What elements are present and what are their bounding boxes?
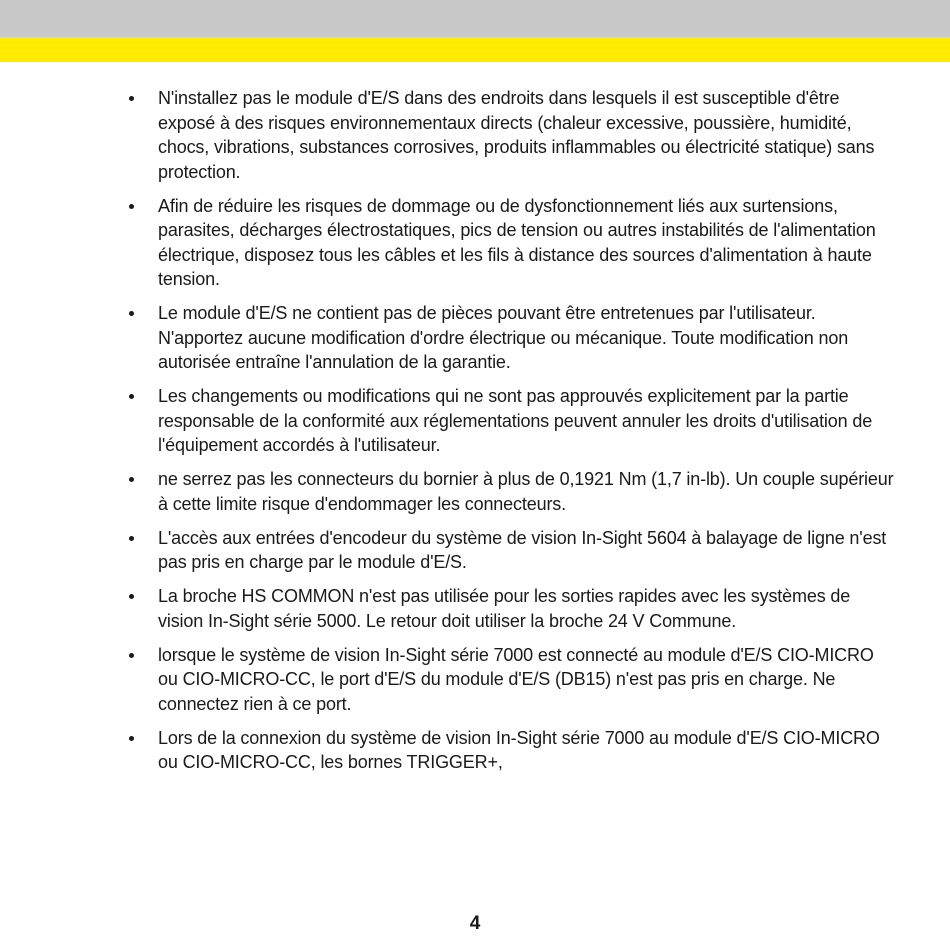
list-item <box>124 467 894 516</box>
list-item-text: Les changements ou modifications qui ne sont pas approuvés explicitement par la partie responsable de la conformité aux réglementations peuvent annuler les droits d'utilisation de l'équipement accordés à l'utilisateur. <box>158 386 873 455</box>
list-item-text: L'accès aux entrées d'encodeur du système de vision In-Sight 5604 à balayage de ligne n'est pas pris en charge par le module d'E/S. <box>158 527 887 572</box>
warning-list <box>124 86 894 775</box>
bullet-icon <box>129 96 134 101</box>
list-item <box>124 86 894 184</box>
list-item <box>124 584 894 633</box>
list-item <box>124 384 894 458</box>
list-item-text: ne serrez pas les connecteurs du bornier à plus de 0,1921 Nm (1,7 in-lb). Un couple supérieur à cette limite risque d'endommager les connecteurs. <box>158 469 894 514</box>
list-item <box>124 726 894 775</box>
list-item-text: Afin de réduire les risques de dommage ou de dysfonctionnement liés aux surtensions, parasites, décharges électrostatiques, pics de tension ou autres instabilités de l'alimentation électrique, disposez tous les câbles et les fils à distance des sources d'alimentation à haute tension. <box>158 195 876 289</box>
page-number: 4 <box>469 913 481 934</box>
bullet-icon <box>129 311 134 316</box>
list-item <box>124 194 894 292</box>
bullet-icon <box>129 477 134 482</box>
bullet-icon <box>129 736 134 741</box>
list-item-text: Le module d'E/S ne contient pas de pièces pouvant être entretenues par l'utilisateur. N'apportez aucune modification d'ordre électrique ou mécanique. Toute modification non autorisée entraîne l'annulation de la garantie. <box>158 303 849 372</box>
header-yellow-band <box>0 37 950 62</box>
list-item <box>124 301 894 375</box>
list-item-text: Lors de la connexion du système de vision In-Sight série 7000 au module d'E/S CIO-MICRO ou CIO-MICRO-CC, les bornes TRIGGER+, <box>158 727 880 772</box>
list-item <box>124 526 894 575</box>
list-item <box>124 643 894 717</box>
bullet-icon <box>129 594 134 599</box>
document-body <box>124 86 894 784</box>
list-item-text: La broche HS COMMON n'est pas utilisée pour les sorties rapides avec les systèmes de vision In-Sight série 5000. Le retour doit utiliser la broche 24 V Commune. <box>158 586 851 631</box>
bullet-icon <box>129 394 134 399</box>
list-item-text: N'installez pas le module d'E/S dans des endroits dans lesquels il est susceptible d'être exposé à des risques environnementaux directs (chaleur excessive, poussière, humidité, chocs, vibrations, substances corrosives, produits inflammables ou électricité statique) sans protection. <box>158 88 875 182</box>
header-grey-band <box>0 0 950 37</box>
list-item-text: lorsque le système de vision In-Sight série 7000 est connecté au module d'E/S CIO-MICRO ou CIO-MICRO-CC, le port d'E/S du module d'E/S (DB15) n'est pas pris en charge. Ne connectez rien à ce port. <box>158 644 874 714</box>
bullet-icon <box>129 653 134 658</box>
bullet-icon <box>129 536 134 541</box>
bullet-icon <box>129 204 134 209</box>
